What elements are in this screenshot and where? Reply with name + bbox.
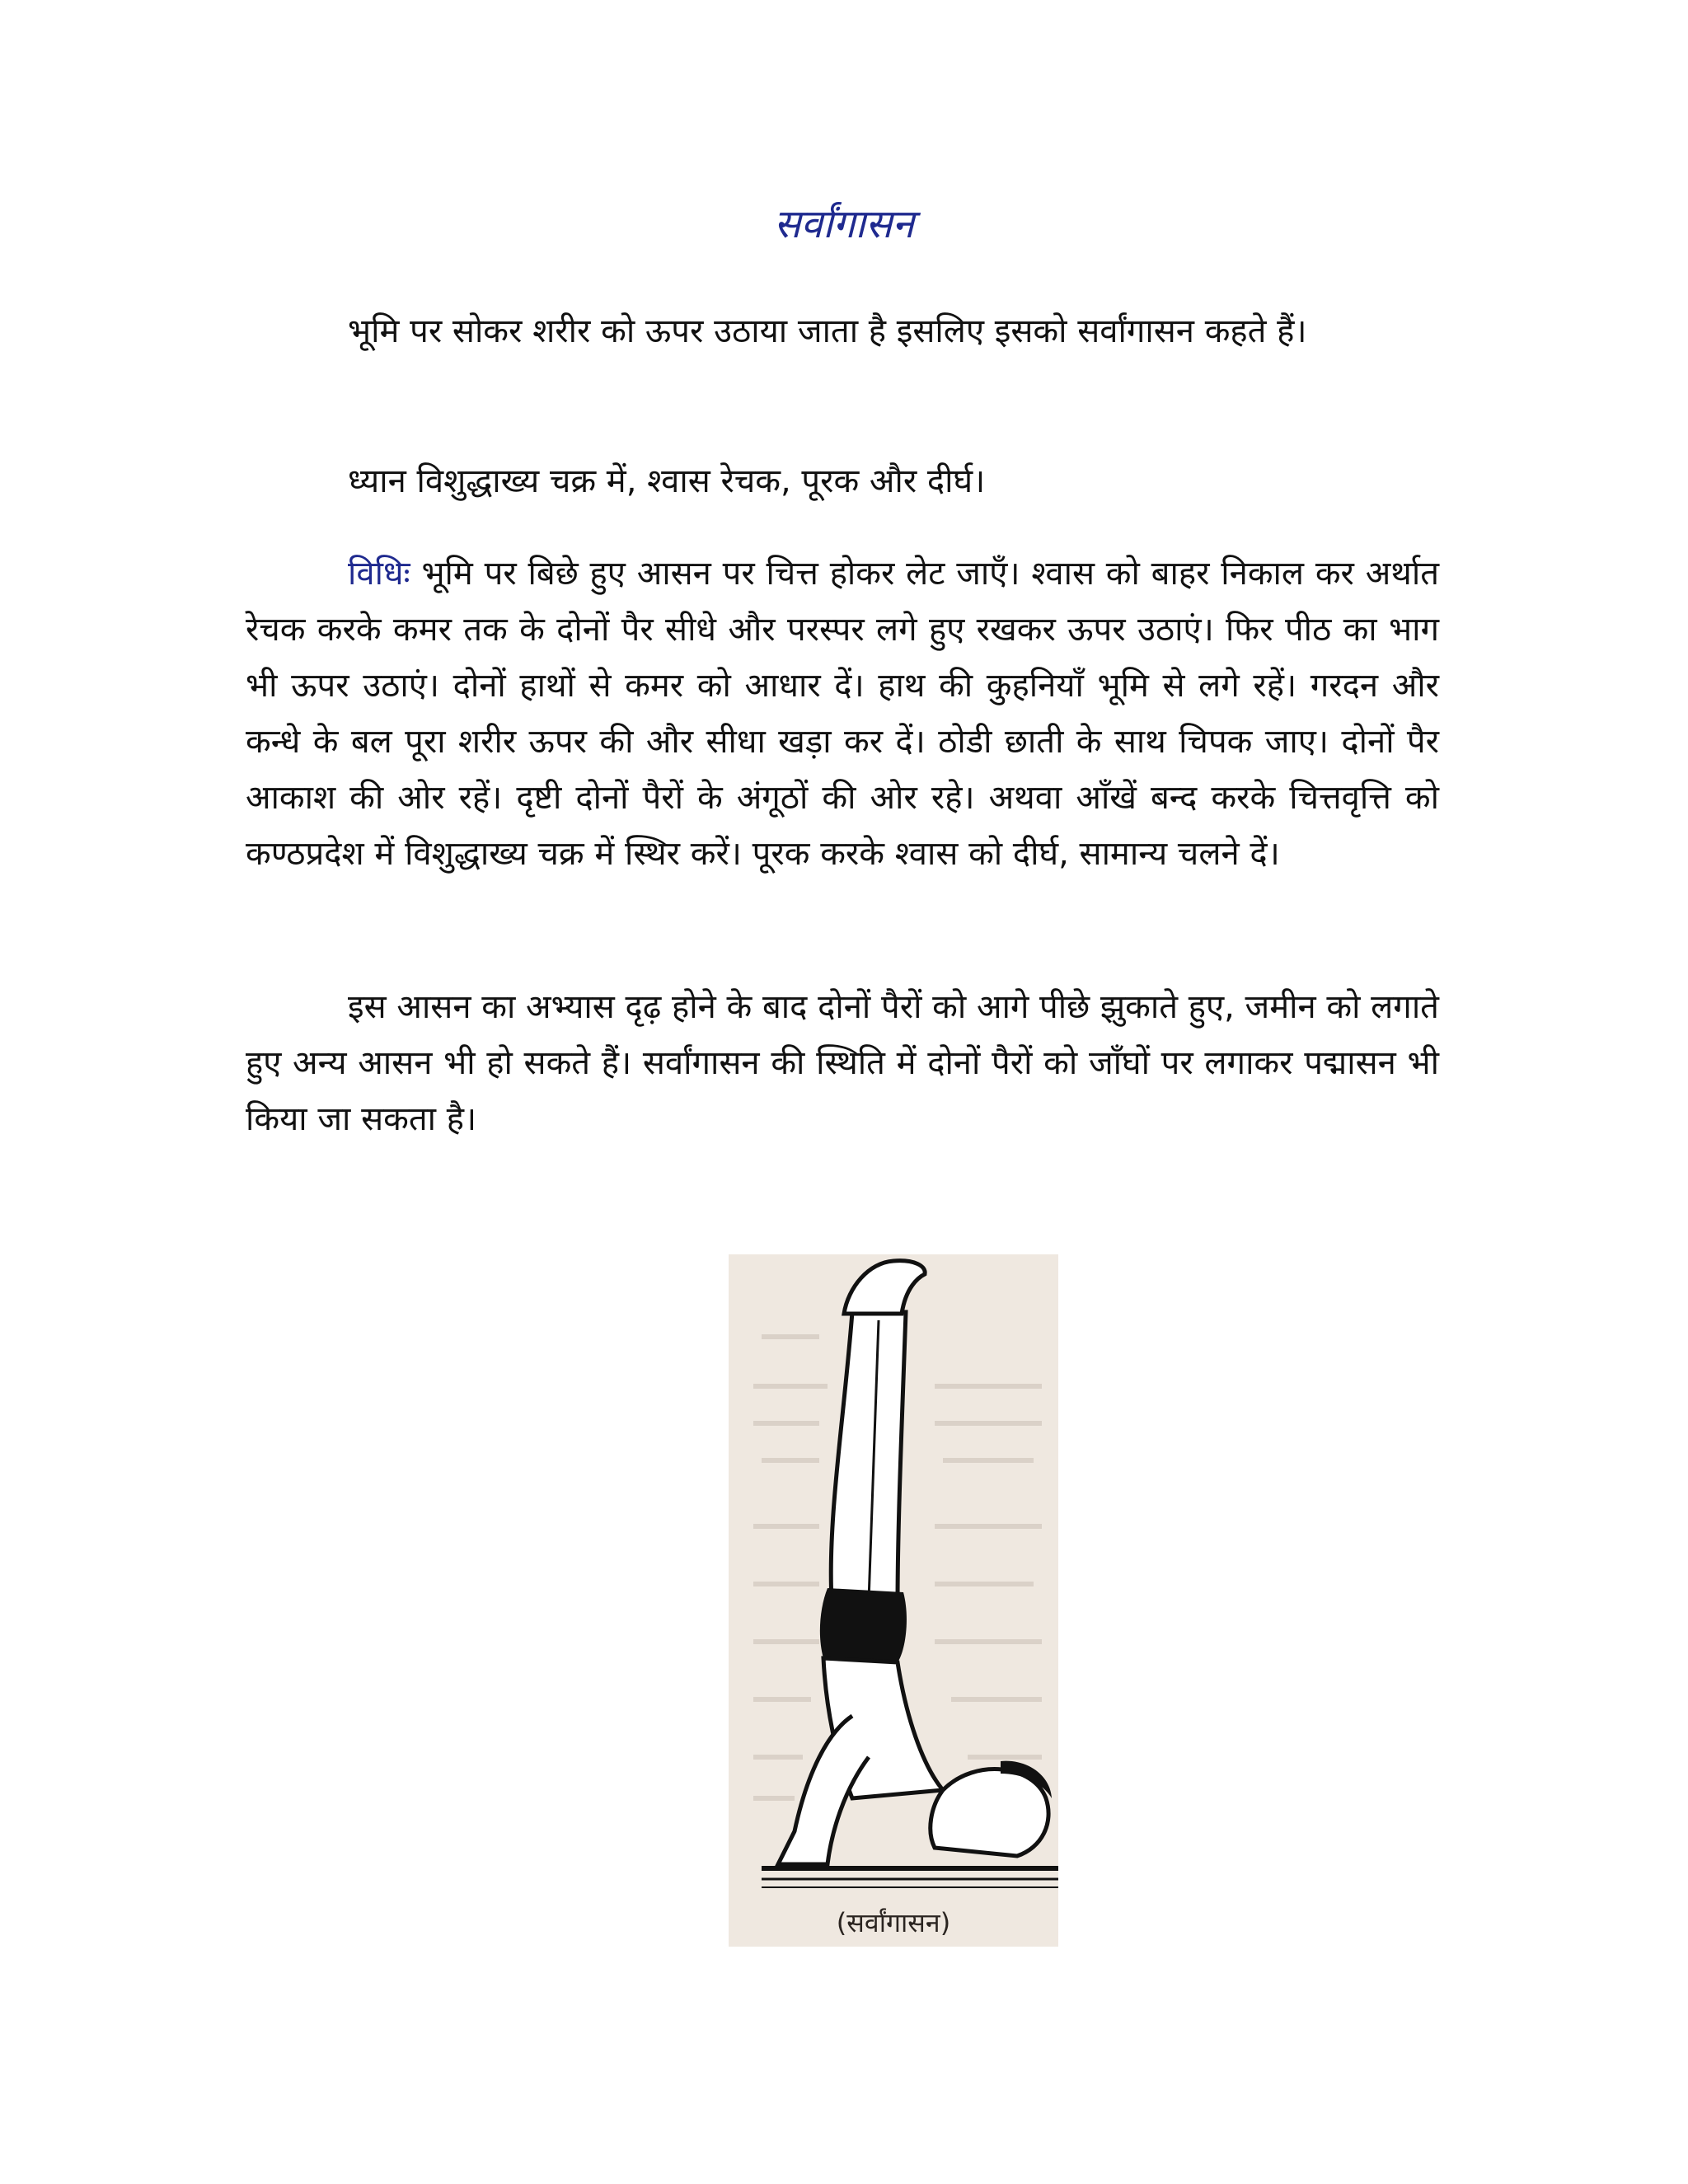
dhyan-paragraph xyxy=(246,453,1439,509)
vidhi-label: विधिः xyxy=(348,555,410,593)
figure-caption: (सर्वांगासन) xyxy=(836,1907,951,1938)
asana-figure xyxy=(729,1254,1058,1947)
intro-text: भूमि पर सोकर शरीर को ऊपर उठाया जाता है इसलिए इसको सर्वांगासन कहते हैं। xyxy=(348,312,1307,350)
extension-text: इस आसन का अभ्यास दृढ़ होने के बाद दोनों पैरों को आगे पीछे झुकाते हुए, जमीन को लगाते हुए अन्य आसन भी हो सकते हैं। सर्वांगासन की स्थिति में दोनों पैरों को जाँघों पर लगाकर पद्मासन भी किया जा सकता है। xyxy=(246,988,1439,1138)
vidhi-paragraph xyxy=(246,546,1439,882)
vidhi-text: भूमि पर बिछे हुए आसन पर चित्त होकर लेट जाएँ। श्वास को बाहर निकाल कर अर्थात रेचक करके कमर तक के दोनों पैर सीधे और परस्पर लगे हुए रखकर ऊपर उठाएं। फिर पीठ का भाग भी ऊपर उठाएं। दोनों हाथों से कमर को आधार दें। हाथ की कुहनियाँ भूमि से लगे रहें। गरदन और कन्धे के बल पूरा शरीर ऊपर की और सीधा खड़ा कर दें। ठोडी छाती के साथ चिपक जाए। दोनों पैर आकाश की ओर रहें। दृष्टी दोनों पैरों के अंगूठों की ओर रहे। अथवा आँखें बन्द करके चित्तवृत्ति को कण्ठप्रदेश में विशुद्धाख्य चक्र में स्थिर करें। पूरक करके श्वास को दीर्घ, सामान्य चलने दें। xyxy=(246,555,1439,873)
dhyan-text: ध्यान विशुद्धाख्य चक्र में, श्वास रेचक, पूरक और दीर्घ। xyxy=(348,462,986,500)
sarvangasana-figure-icon xyxy=(729,1254,1058,1947)
extension-paragraph xyxy=(246,979,1439,1147)
page-title: सर्वांगासन xyxy=(773,201,915,247)
intro-paragraph xyxy=(246,303,1439,359)
